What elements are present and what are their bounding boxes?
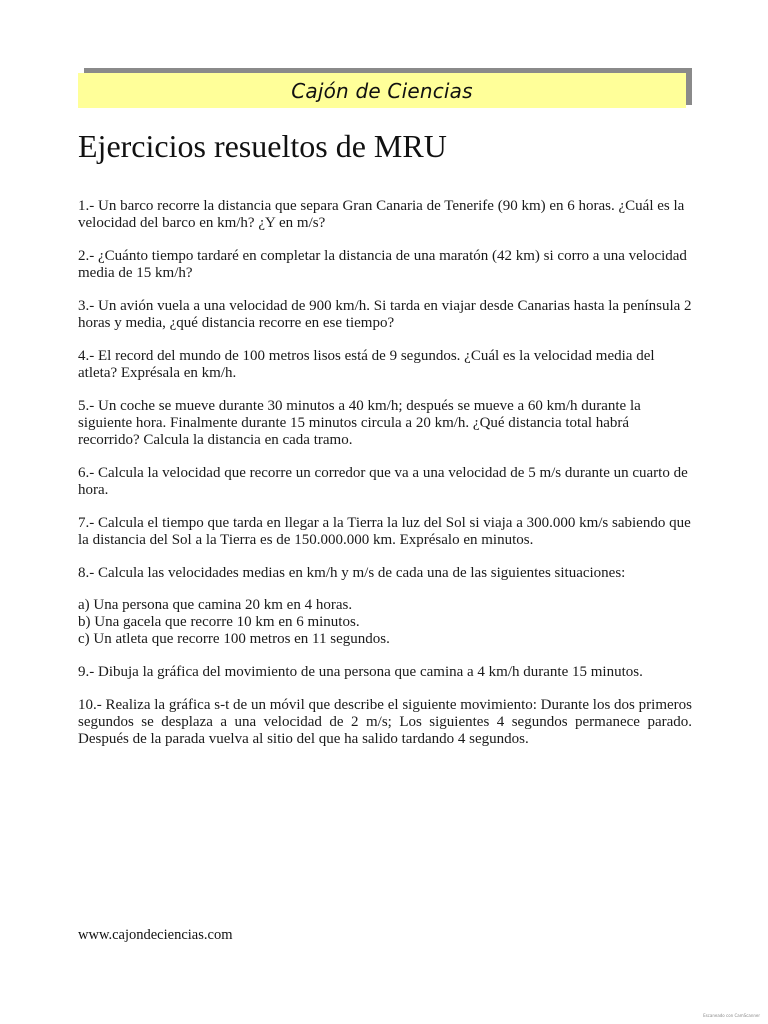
exercise-2: 2.- ¿Cuánto tiempo tardaré en completar la distancia de una maratón (42 km) si corro a una velocidad media de 15 km/h? <box>78 248 687 281</box>
exercise-8: 8.- Calcula las velocidades medias en km/h y m/s de cada una de las siguientes situaciones: <box>78 565 626 581</box>
page-title: Ejercicios resueltos de MRU <box>78 128 447 164</box>
exercise-8-item-b: b) Una gacela que recorre 10 km en 6 minutos. <box>78 614 360 630</box>
exercise-8-item-c: c) Un atleta que recorre 100 metros en 11 segundos. <box>78 631 390 647</box>
banner-title: Cajón de Ciencias <box>291 78 473 103</box>
exercise-4: 4.- El record del mundo de 100 metros lisos está de 9 segundos. ¿Cuál es la velocidad media del atleta? Exprésala en km/h. <box>78 348 655 381</box>
exercise-8-sublist <box>78 597 692 648</box>
scan-credit: Escaneado con CamScanner <box>703 1013 760 1018</box>
exercise-6: 6.- Calcula la velocidad que recorre un corredor que va a una velocidad de 5 m/s durante un cuarto de hora. <box>78 465 688 498</box>
exercise-9: 9.- Dibuja la gráfica del movimiento de una persona que camina a 4 km/h durante 15 minutos. <box>78 664 643 680</box>
exercise-1: 1.- Un barco recorre la distancia que separa Gran Canaria de Tenerife (90 km) en 6 horas. ¿Cuál es la velocidad del barco en km/h? ¿Y en m/s? <box>78 198 685 231</box>
exercise-7: 7.- Calcula el tiempo que tarda en llegar a la Tierra la luz del Sol si viaja a 300.000 km/s sabiendo que la distancia del Sol a la Tierra es de 150.000.000 km. Exprésalo en minutos. <box>78 515 691 548</box>
exercise-10: 10.- Realiza la gráfica s-t de un móvil que describe el siguiente movimiento: Durante los dos primeros segundos se desplaza a una velocidad de 2 m/s; Los siguientes 4 segundos permanece parado. Después de la parada vuelva al sitio del que ha salido tardando 4 segundos. <box>78 697 692 747</box>
exercise-5: 5.- Un coche se mueve durante 30 minutos a 40 km/h; después se mueve a 60 km/h durante la siguiente hora. Finalmente durante 15 minutos circula a 20 km/h. ¿Qué distancia total habrá recorrido? Calcula la distancia en cada tramo. <box>78 398 641 448</box>
exercise-8-item-a: a) Una persona que camina 20 km en 4 horas. <box>78 597 353 613</box>
footer-url: www.cajondeciencias.com <box>78 927 233 943</box>
exercise-list <box>78 198 692 764</box>
header-banner <box>78 73 686 108</box>
exercise-3: 3.- Un avión vuela a una velocidad de 900 km/h. Si tarda en viajar desde Canarias hasta la península 2 horas y media, ¿qué distancia recorre en ese tiempo? <box>78 298 692 331</box>
